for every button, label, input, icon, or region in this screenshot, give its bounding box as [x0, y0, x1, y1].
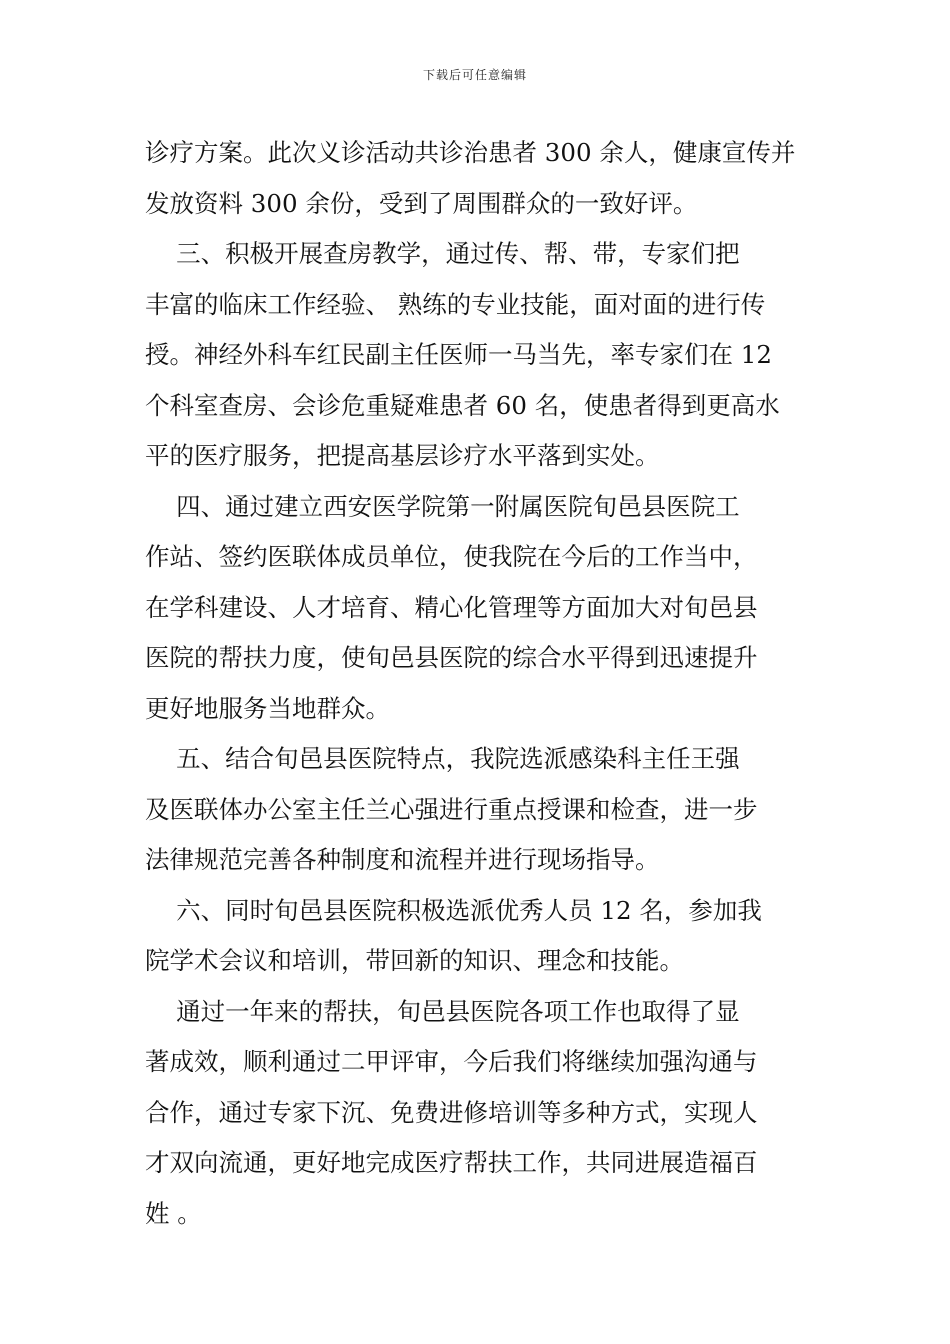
- text-line: 法律规范完善各种制度和流程并进行现场指导。: [145, 845, 660, 874]
- text-line: 通过一年来的帮扶，旬邑县医院各项工作也取得了显: [145, 996, 740, 1026]
- text-line: 才双向流通，更好地完成医疗帮扶工作，共同进展造福百: [145, 1148, 758, 1177]
- text-line: 更好地服务当地群众。: [145, 693, 390, 723]
- text-line: 发放资料 300 余份，受到了周围群众的一致好评。: [145, 188, 698, 218]
- text-line: 院学术会议和培训，带回新的知识、理念和技能。: [145, 946, 684, 975]
- text-line: 三、积极开展查房教学，通过传、帮、带，专家们把: [145, 239, 740, 268]
- text-line: 六、同时旬邑县医院积极选派优秀人员 12 名，参加我: [145, 895, 762, 925]
- document-body: [145, 128, 810, 1239]
- text-line: 在学科建设、人才培育、精心化管理等方面加大对旬邑县: [145, 592, 758, 622]
- text-line: 五、结合旬邑县医院特点，我院选派感染科主任王强: [145, 744, 740, 773]
- text-line: 合作，通过专家下沉、免费进修培训等多种方式，实现人: [145, 1097, 758, 1127]
- text-line: 姓 。: [145, 1198, 202, 1228]
- text-line: 医院的帮扶力度，使旬邑县医院的综合水平得到迅速提升: [145, 643, 758, 672]
- text-line: 平的医疗服务，把提高基层诊疗水平落到实处。: [145, 441, 660, 470]
- text-line: 诊疗方案。此次义诊活动共诊治患者 300 余人，健康宣传并: [145, 138, 796, 167]
- text-line: 及医联体办公室主任兰心强进行重点授课和检查，进一步: [145, 794, 758, 824]
- text-line: 作站、签约医联体成员单位，使我院在今后的工作当中，: [145, 542, 758, 571]
- header-note: 下载后可任意编辑: [422, 68, 527, 82]
- text-line: 个科室查房、会诊危重疑难患者 60 名，使患者得到更高水: [145, 390, 780, 420]
- text-line: 丰富的临床工作经验、 熟练的专业技能，面对面的进行传: [145, 289, 766, 319]
- text-line: 授。神经外科车红民副主任医师一马当先，率专家们在 12: [145, 340, 772, 369]
- text-line: 四、通过建立西安医学院第一附属医院旬邑县医院工: [145, 491, 740, 521]
- text-line: 著成效，顺利通过二甲评审，今后我们将继续加强沟通与: [145, 1047, 758, 1076]
